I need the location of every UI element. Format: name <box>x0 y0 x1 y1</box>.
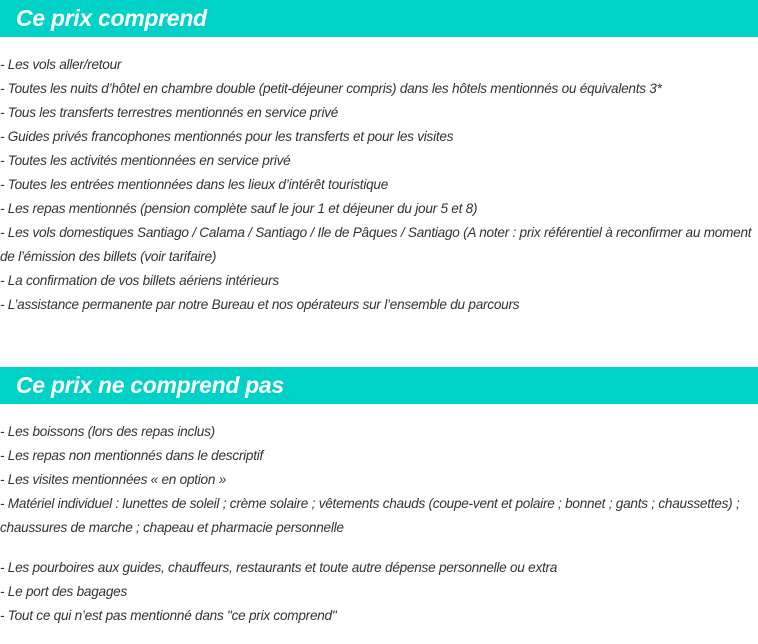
list-item: - Tous les transferts terrestres mentionnés en service privé <box>0 105 339 120</box>
list-item: - Le port des bagages <box>0 584 128 599</box>
list-item: - Les vols aller/retour <box>0 57 122 72</box>
list-item: - Les visites mentionnées « en option » <box>0 472 227 487</box>
list-item: - Les repas non mentionnés dans le descriptif <box>0 448 264 463</box>
list-item: - Toutes les activités mentionnées en service privé <box>0 153 291 168</box>
list-item: - Guides privés francophones mentionnés pour les transferts et pour les visites <box>0 129 454 144</box>
list-item: - Les vols domestiques Santiago / Calama / Santiago / Ile de Pâques / Santiago (A noter : prix référentiel à reconfirmer au moment de l’émission des billets (voir tarifaire) <box>0 225 752 264</box>
list-item: - Les pourboires aux guides, chauffeurs, restaurants et toute autre dépense personnelle ou extra <box>0 560 558 575</box>
list-item: - L’assistance permanente par notre Bureau et nos opérateurs sur l’ensemble du parcours <box>0 297 520 312</box>
list-item: - Tout ce qui n’est pas mentionné dans "ce prix comprend" <box>0 608 337 623</box>
not-included-list <box>0 420 758 628</box>
section-header-included: Ce prix comprend <box>0 0 758 37</box>
section-header-not-included: Ce prix ne comprend pas <box>0 367 758 404</box>
list-item: - Toutes les nuits d’hôtel en chambre double (petit-déjeuner compris) dans les hôtels mentionnés ou équivalents 3* <box>0 81 662 96</box>
included-list <box>0 53 758 317</box>
list-item: - Toutes les entrées mentionnées dans les lieux d’intérêt touristique <box>0 177 389 192</box>
list-item: - La confirmation de vos billets aériens intérieurs <box>0 273 279 288</box>
list-item: - Les boissons (lors des repas inclus) <box>0 424 215 439</box>
list-item: - Matériel individuel : lunettes de soleil ; crème solaire ; vêtements chauds (coupe-vent et polaire ; bonnet ; gants ; chaussettes) ; chaussures de marche ; chapeau et pharmacie personnelle <box>0 496 740 535</box>
list-item: - Les repas mentionnés (pension complète sauf le jour 1 et déjeuner du jour 5 et 8) <box>0 201 478 216</box>
